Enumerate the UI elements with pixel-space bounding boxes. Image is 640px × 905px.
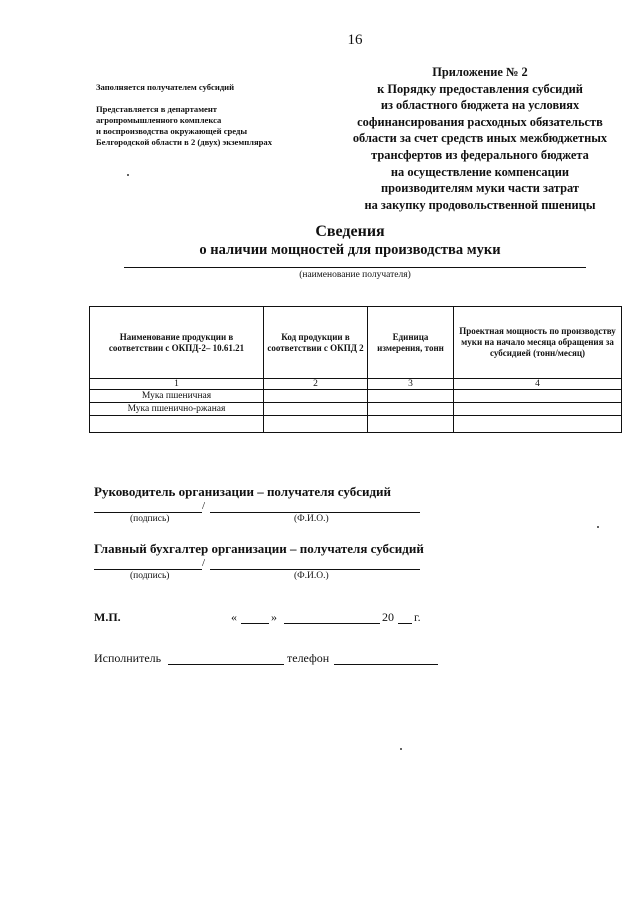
cell-unit	[368, 416, 454, 433]
year-suffix: г.	[414, 610, 421, 624]
month-underline	[284, 623, 380, 624]
name-underline	[210, 512, 420, 513]
appendix-line: области за счет средств иных межбюджетных	[352, 131, 608, 146]
capacity-table	[89, 306, 622, 433]
cell-product-code	[264, 403, 368, 416]
page-number: 16	[347, 32, 363, 48]
accountant-signature-title: Главный бухгалтер организации – получателя субсидий	[94, 541, 424, 556]
head-signature-captions	[94, 514, 454, 526]
cell-product-name	[90, 416, 264, 433]
stamp-date-row	[94, 610, 434, 628]
appendix-line: Приложение № 2	[432, 65, 528, 79]
cell-capacity	[454, 416, 622, 433]
table-row	[90, 403, 622, 416]
executor-underline	[168, 664, 284, 665]
scan-speck	[597, 526, 599, 528]
caption-full-name: (Ф.И.О.)	[294, 571, 329, 581]
cell-unit	[368, 390, 454, 403]
phone-label: телефон	[287, 651, 330, 665]
cell-product-code	[264, 416, 368, 433]
appendix-line: на закупку продовольственной пшеницы	[364, 197, 596, 212]
accountant-signature-block	[94, 541, 454, 583]
cell-product-name: Мука пшенично-ржаная	[90, 403, 264, 416]
header-capacity: Проектная мощность по производству муки на начало месяца обращения за субсидией (тонн/месяц)	[454, 307, 622, 379]
caption-signature: (подпись)	[130, 514, 170, 524]
table-number-row	[90, 379, 622, 390]
signature-underline	[94, 512, 202, 513]
head-signature-block	[94, 484, 454, 526]
header-product-code: Код продукции в соответствии с ОКПД 2	[264, 307, 368, 379]
signature-slash: /	[202, 557, 206, 569]
date-quote-open: «	[231, 610, 237, 624]
column-number: 1	[90, 379, 264, 390]
cell-capacity	[454, 390, 622, 403]
head-signature-title: Руководитель организации – получателя субсидий	[94, 484, 392, 499]
title-main: Сведения	[315, 223, 385, 240]
left-notes	[96, 82, 346, 148]
header-unit: Единица измерения, тонн	[368, 307, 454, 379]
signature-underline	[94, 569, 202, 570]
title-sub: о наличии мощностей для производства муки	[199, 242, 501, 258]
recipient-caption: (наименование получателя)	[299, 270, 411, 280]
scan-speck	[400, 748, 402, 750]
year-prefix: 20	[382, 610, 394, 624]
executor-label: Исполнитель	[94, 651, 162, 665]
table-header-row	[90, 307, 622, 379]
column-number: 4	[454, 379, 622, 390]
year-underline	[398, 623, 412, 624]
note-department: агропромышленного комплекса	[96, 115, 222, 125]
caption-signature: (подпись)	[130, 571, 170, 581]
appendix-line: трансфертов из федерального бюджета	[371, 147, 589, 162]
table-row	[90, 416, 622, 433]
appendix-line: производителям муки части затрат	[381, 181, 579, 196]
appendix-line: на осуществление компенсации	[390, 164, 570, 179]
note-submitted-to: Представляется в департамент	[96, 104, 218, 114]
stamp-place: М.П.	[94, 610, 121, 624]
scan-speck	[127, 174, 129, 176]
document-title	[150, 223, 550, 259]
executor-row	[94, 651, 454, 669]
cell-unit	[368, 403, 454, 416]
appendix-line: к Порядку предоставления субсидий	[377, 81, 583, 96]
phone-underline	[334, 664, 438, 665]
signature-slash: /	[202, 500, 206, 512]
accountant-signature-line	[94, 557, 454, 571]
day-underline	[241, 623, 269, 624]
cell-capacity	[454, 403, 622, 416]
note-environment: и воспроизводства окружающей среды	[96, 126, 248, 136]
column-number: 3	[368, 379, 454, 390]
date-quote-close: »	[271, 610, 277, 624]
header-product-name: Наименование продукции в соответствии с ОКПД-2– 10.61.21	[90, 307, 264, 379]
recipient-name-line	[124, 267, 586, 268]
appendix-line: из областного бюджета на условиях	[380, 98, 580, 113]
table-row	[90, 390, 622, 403]
head-signature-line	[94, 500, 454, 514]
caption-full-name: (Ф.И.О.)	[294, 514, 329, 524]
name-underline	[210, 569, 420, 570]
cell-product-name: Мука пшеничная	[90, 390, 264, 403]
accountant-signature-captions	[94, 571, 454, 583]
appendix-line: софинансирования расходных обязательств	[357, 114, 603, 129]
appendix-header	[330, 64, 630, 213]
note-copies: Белгородской области в 2 (двух) экземплярах	[96, 137, 273, 147]
column-number: 2	[264, 379, 368, 390]
cell-product-code	[264, 390, 368, 403]
note-fill-by: Заполняется получателем субсидий	[96, 82, 235, 92]
